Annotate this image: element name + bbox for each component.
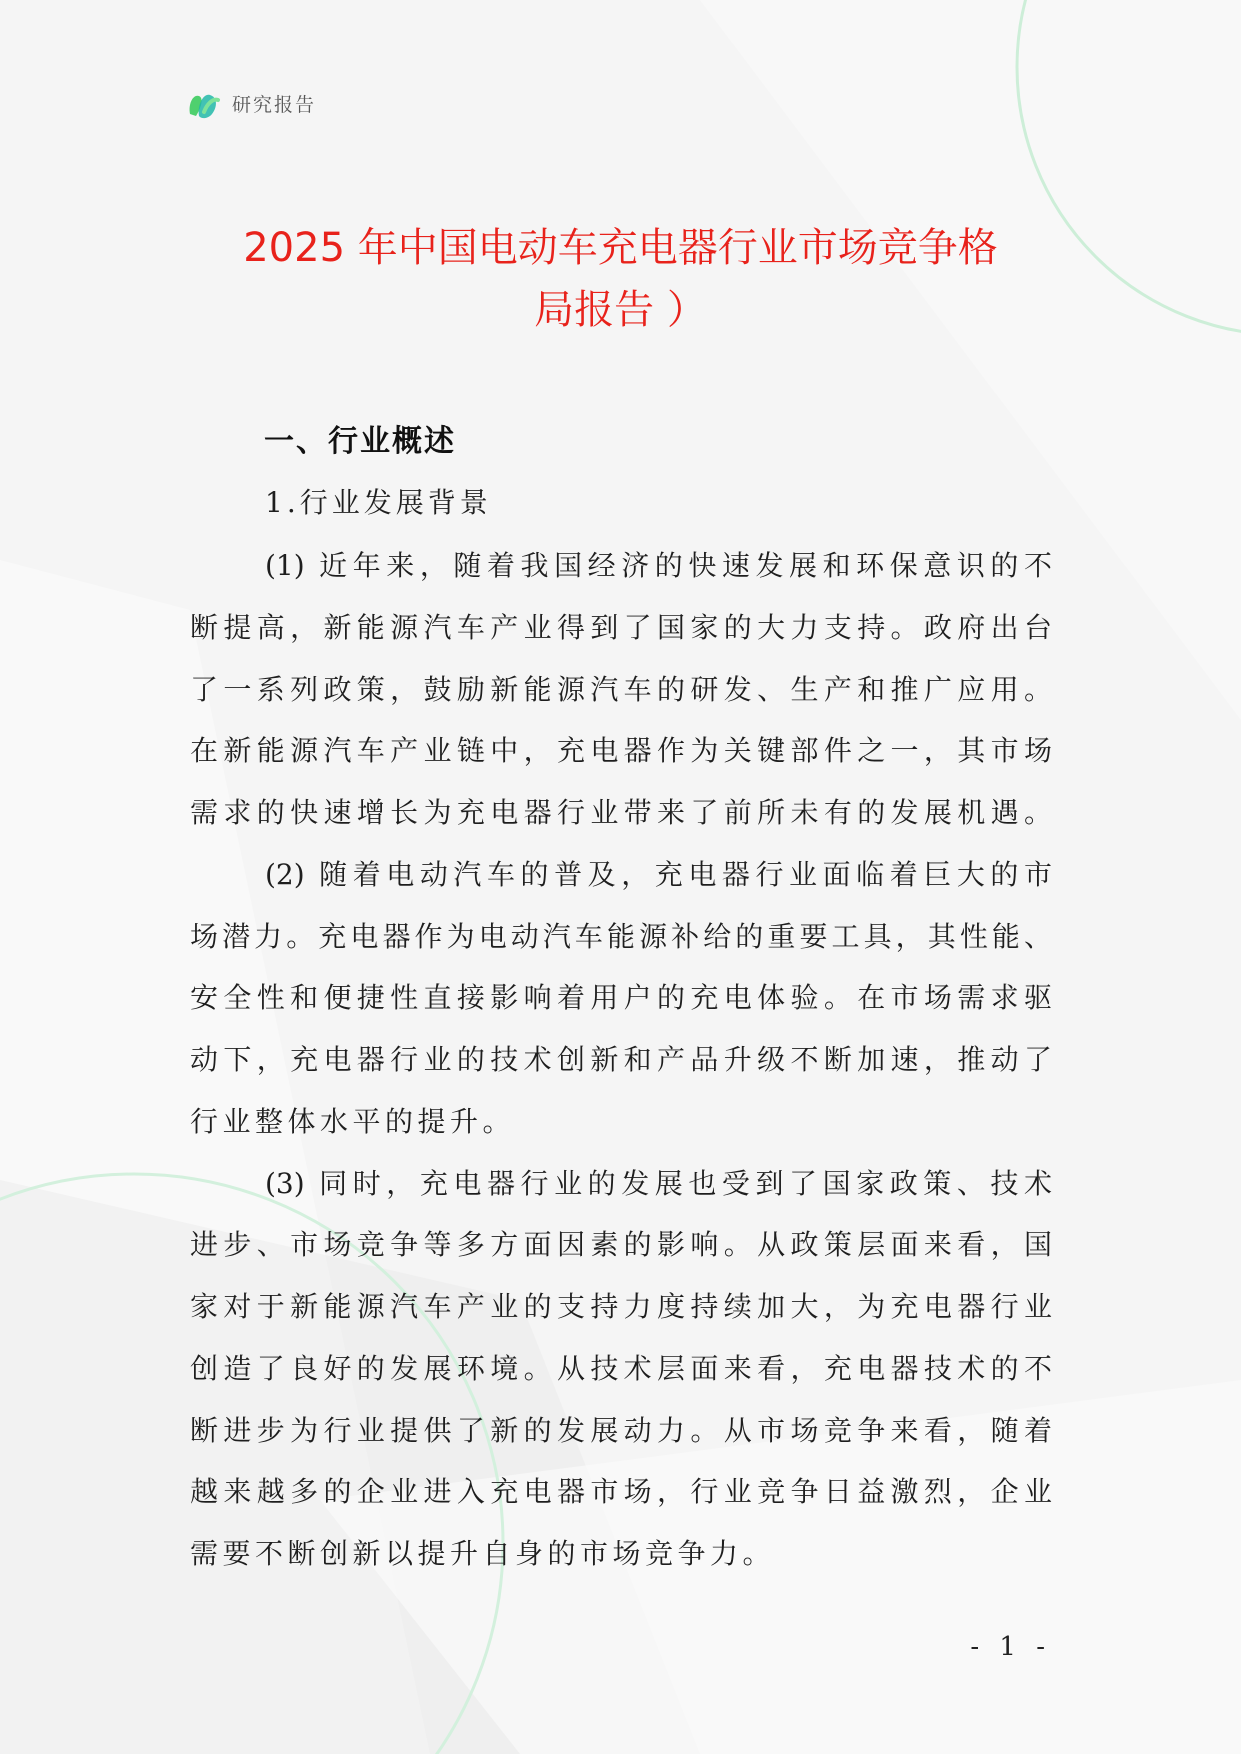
section-heading: 一、行业概述 <box>264 424 456 459</box>
title-line: 局报告 ） <box>534 287 707 333</box>
header-label: 研究报告 <box>232 94 317 116</box>
paragraph-line: 安全性和便捷性直接影响着用户的充电体验。在市场需求驱 <box>190 981 1052 1015</box>
paragraph-line: (1) 近年来，随着我国经济的快速发展和环保意识的不 <box>265 549 1052 582</box>
paragraph-line: (2) 随着电动汽车的普及，充电器行业面临着巨大的市 <box>265 857 1052 891</box>
paragraph-line: 创造了良好的发展环境。从技术层面来看，充电器技术的不 <box>190 1351 1052 1385</box>
paragraph-line: 断提高，新能源汽车产业得到了国家的大力支持。政府出台 <box>190 610 1052 644</box>
title-line: 2025 年中国电动车充电器行业市场竞争格 <box>243 225 998 271</box>
paragraph-line: 家对于新能源汽车产业的支持力度持续加大，为充电器行业 <box>190 1290 1052 1323</box>
paragraph-3 <box>190 1153 1052 1585</box>
paragraph-line: 行业整体水平的提升。 <box>190 1104 516 1138</box>
paragraph-2 <box>190 844 1052 1153</box>
paragraph-line: 越来越多的企业进入充电器市场，行业竞争日益激烈，企业 <box>190 1475 1052 1509</box>
paragraph-1 <box>190 535 1052 844</box>
sub-heading: 1.行业发展背景 <box>265 486 492 519</box>
paragraph-line: 在新能源汽车产业链中，充电器作为关键部件之一，其市场 <box>190 734 1052 768</box>
page-number: - 1 - <box>970 1632 1051 1662</box>
paragraph-line: 动下，充电器行业的技术创新和产品升级不断加速，推动了 <box>190 1043 1052 1076</box>
paragraph-line: (3) 同时，充电器行业的发展也受到了国家政策、技术 <box>265 1166 1052 1200</box>
paragraph-line: 断进步为行业提供了新的发展动力。从市场竞争来看，随着 <box>190 1413 1052 1447</box>
paragraph-line: 进步、市场竞争等多方面因素的影响。从政策层面来看，国 <box>190 1228 1052 1262</box>
paragraph-line: 需要不断创新以提升自身的市场竞争力。 <box>190 1537 776 1570</box>
paragraph-line: 了一系列政策，鼓励新能源汽车的研发、生产和推广应用。 <box>190 672 1052 706</box>
paragraph-line: 场潜力。充电器作为电动汽车能源补给的重要工具，其性能、 <box>190 919 1052 953</box>
paragraph-line: 需求的快速增长为充电器行业带来了前所未有的发展机遇。 <box>190 796 1052 829</box>
report-title <box>0 217 1241 341</box>
logo-icon <box>187 90 221 120</box>
body-text <box>190 535 1052 1585</box>
